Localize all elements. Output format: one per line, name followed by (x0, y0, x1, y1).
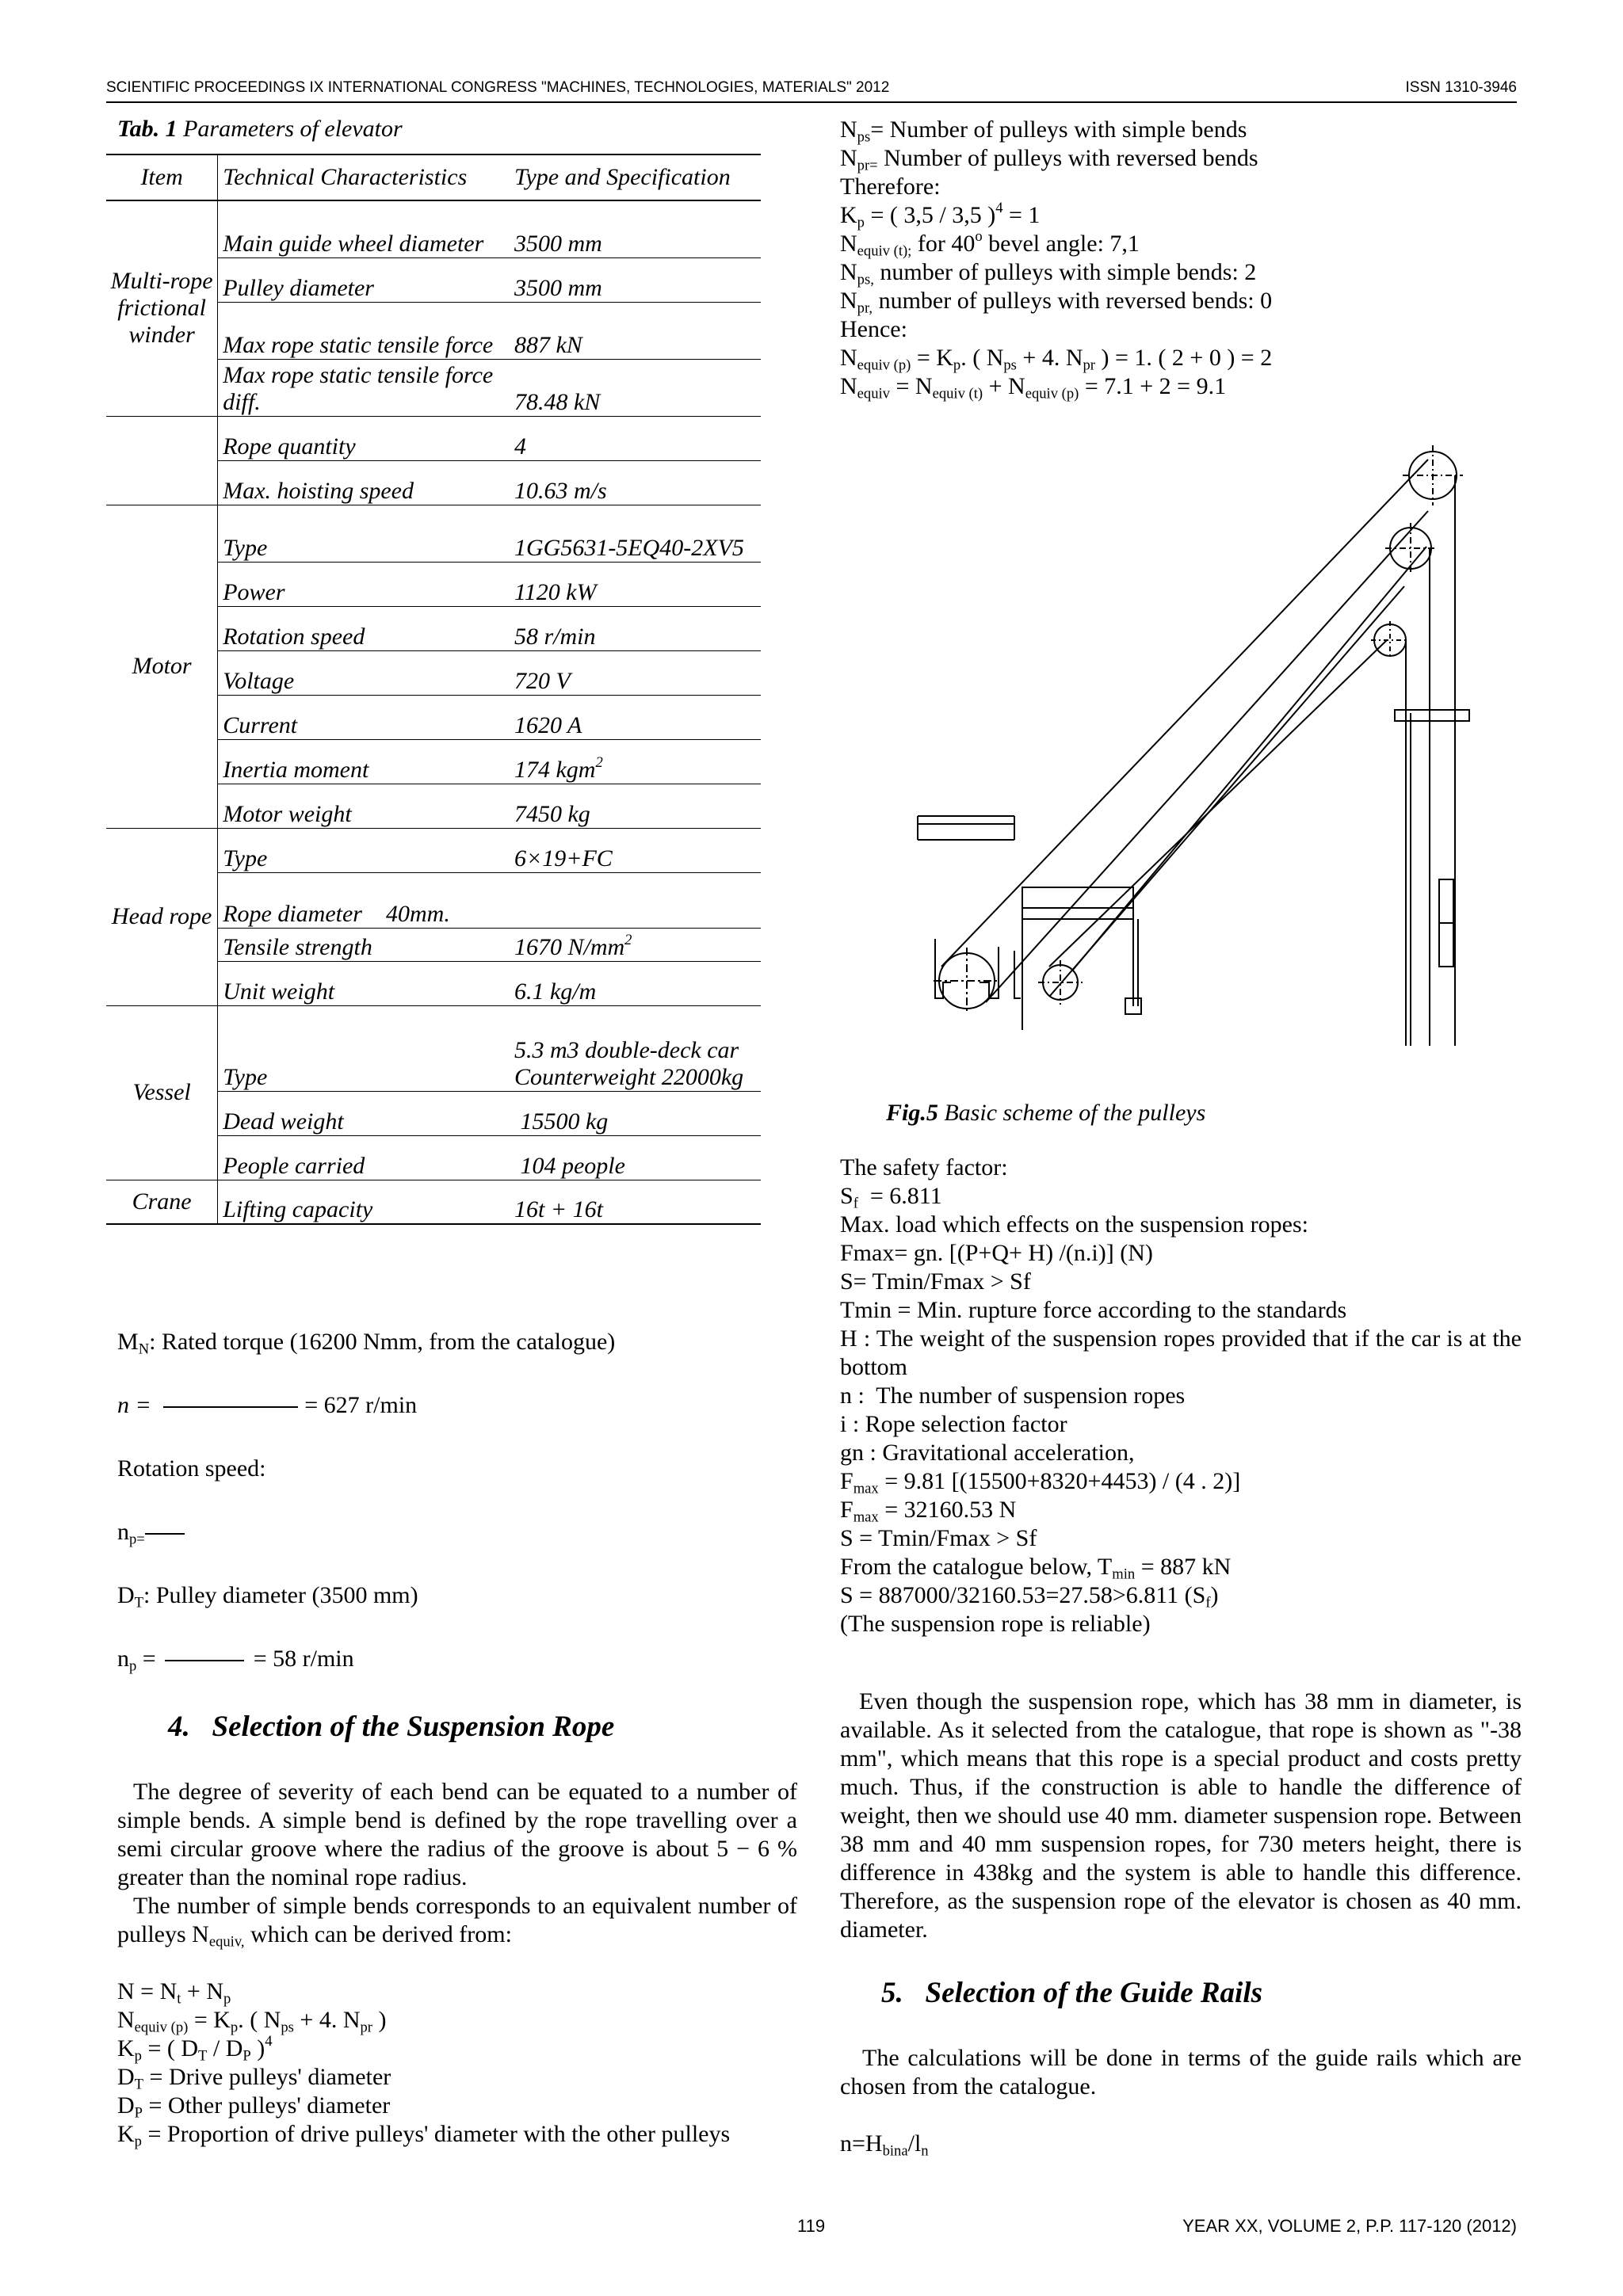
cell-spec: 7450 kg (510, 784, 761, 828)
fmax-formula: Fmax= gn. [(P+Q+ H) /(n.i)] (N) (840, 1240, 1153, 1266)
cell-spec: 4 (510, 416, 761, 460)
rotation-speed-label: Rotation speed: (117, 1455, 266, 1482)
rope-reliable: (The suspension rope is reliable) (840, 1611, 1151, 1637)
right-line-therefore: Therefore: (840, 174, 941, 200)
cell-tech: Dead weight (218, 1091, 510, 1135)
table-caption-text: Parameters of elevator (183, 116, 403, 142)
cell-tech: People carried (218, 1135, 510, 1180)
cell-spec: 16t + 16t (510, 1180, 761, 1224)
right-line-nps-count: $N_{ps,}$ number of pulleys with simple bends: 2 (840, 259, 1257, 288)
formula-nequiv-p: $N_{equiv (p)} = K_p$. ( $N_{ps} + 4$. $N_{pr}$ ) (117, 2007, 387, 2036)
safety-factor-value: $S_f = 6.811$ (840, 1183, 942, 1212)
table-row (106, 416, 761, 460)
header-issn: ISSN 1310-3946 (1405, 79, 1517, 96)
cell-tech: Type (218, 505, 510, 562)
cell-tech: Main guide wheel diameter (218, 200, 510, 257)
group-label-rope: Head rope (106, 828, 218, 1005)
cell-spec: 1120 kW (510, 562, 761, 606)
cell-tech: Inertia moment (218, 739, 510, 784)
fmax-result: $F_{max} = 32160.53$ N (840, 1497, 1017, 1526)
fmax-calc: $F_{max} = 9.81$ [(15500+8320+4453) / (4 . 2)] (840, 1468, 1241, 1497)
base-block (1014, 951, 1021, 998)
cell-tech: Rope quantity (218, 416, 510, 460)
formula-n: $N = N_t + N_p$ (117, 1978, 231, 2008)
cell-tech: Tensile strength (218, 928, 510, 961)
cell-spec: 1GG5631-5EQ40-2XV5 (510, 505, 761, 562)
gn-def: gn : Gravitational acceleration, (840, 1440, 1135, 1466)
group-label-motor: Motor (106, 505, 218, 828)
cell-spec: 6×19+FC (510, 828, 761, 872)
cell-spec: 3500 mm (510, 200, 761, 257)
table-row (106, 200, 761, 257)
cell-spec: 78.48 kN (510, 359, 761, 416)
section-4-heading: 4. Selection of the Suspension Rope (168, 1711, 615, 1743)
right-line-kp: $K_p$ = ( 3,5 / 3,5 )$^4$ = 1 (840, 199, 1041, 231)
fraction-bar (163, 1406, 298, 1408)
group-label-crane: Crane (106, 1180, 218, 1224)
right-line-npr-count: $N_{pr,}$ number of pulleys with reversed bends: 0 (840, 288, 1273, 317)
tmin-catalogue: From the catalogue below, $T_{min} = 887$ kN (840, 1554, 1232, 1583)
cell-tech: Type (218, 1005, 510, 1091)
right-line-nps: $N_{ps}=$ Number of pulleys with simple bends (840, 116, 1247, 146)
cell-spec: 1670 $N/mm^2$ (510, 928, 761, 961)
safety-factor-label: The safety factor: (840, 1154, 1008, 1180)
page-number: 119 (797, 2216, 826, 2236)
right-line-npr: $N_{pr=}$ Number of pulleys with reversed bends (840, 145, 1258, 174)
rope-line (941, 460, 1428, 967)
fraction-bar (165, 1660, 244, 1661)
cell-tech: Max rope static tensile force (218, 302, 510, 359)
paragraph-simple-bends: The degree of severity of each bend can be equated to a number of simple bends. A simple bend is defined by the rope travelling over a semi circular groove where the radius of the groove is about 5 − 6 % greater than the nominal rope radius. (117, 1779, 797, 1890)
s-formula-2: S = Tmin/Fmax > Sf (840, 1525, 1037, 1551)
np-equation-1: $n_{p=}$ (117, 1518, 185, 1547)
table-caption (117, 116, 403, 143)
pulley-scheme-figure (903, 428, 1506, 1062)
base-block (935, 939, 951, 998)
paragraph-equivalent-pulleys: The number of simple bends corresponds to an equivalent number of pulleys $N_{equiv,}$ which can be derived from: (117, 1893, 797, 1951)
right-line-hence: Hence: (840, 316, 907, 342)
s-result: S = 887000/32160.53=27.58>6.811 $(S_f)$ (840, 1582, 1219, 1611)
table-row (106, 828, 761, 872)
cell-tech: Pulley diameter (218, 257, 510, 302)
table-row (106, 1180, 761, 1224)
table-header-row (106, 154, 761, 200)
figure-caption: Fig.5 Basic scheme of the pulleys (886, 1100, 1206, 1126)
cell-spec: 15500 kg (510, 1091, 761, 1135)
s-formula: S= Tmin/Fmax > Sf (840, 1268, 1031, 1295)
fraction-bar (145, 1533, 185, 1535)
parameters-table (106, 154, 761, 1225)
right-line-nequiv: $N_{equiv} = N_{equiv (t)} + N_{equiv (p)} = 7.1 + 2 = 9.1$ (840, 373, 1227, 402)
cell-tech: Unit weight (218, 961, 510, 1005)
i-def: i : Rope selection factor (840, 1411, 1067, 1437)
paragraph-guide-rails: The calculations will be done in terms of the guide rails which are chosen from the catalogue. (840, 2045, 1522, 2100)
def-dt: $D_T$ = Drive pulleys' diameter (117, 2064, 391, 2093)
n-equation: n = = 627 r/min (117, 1392, 418, 1418)
rated-torque-line: $M_N$: Rated torque (16200 Nmm, from the catalogue) (117, 1329, 616, 1358)
col-header-type: Type and Specification (510, 154, 761, 200)
cell-tech: Voltage (218, 650, 510, 695)
running-header (106, 79, 1517, 103)
cell-tech: Current (218, 695, 510, 739)
cell-tech: Motor weight (218, 784, 510, 828)
cell-tech: Type (218, 828, 510, 872)
tmin-def: Tmin = Min. rupture force according to the standards (840, 1297, 1347, 1323)
col-header-item: Item (106, 154, 218, 200)
cell-tech: Rotation speed (218, 606, 510, 650)
n-def: n : The number of suspension ropes (840, 1383, 1186, 1409)
group-label-winder: Multi-rope frictional winder (106, 200, 218, 416)
cell-spec: 5.3 m3 double-deck car Counterweight 22000kg (510, 1005, 761, 1091)
cell-spec: 6.1 kg/m (510, 961, 761, 1005)
section-5-heading: 5. Selection of the Guide Rails (881, 1977, 1262, 2009)
cell-spec (510, 872, 761, 928)
formula-n-guide: $n=H_{bina}/l_n$ (840, 2130, 929, 2160)
np-equation-2: $n_p$ = = 58 r/min (117, 1646, 354, 1675)
cell-spec: 887 kN (510, 302, 761, 359)
cell-tech: Power (218, 562, 510, 606)
rope-line (1073, 547, 1426, 970)
cell-spec: 10.63 m/s (510, 460, 761, 505)
table-row (106, 505, 761, 562)
def-kp: $K_p$ = Proportion of drive pulleys' diameter with the other pulleys (117, 2121, 731, 2150)
rope-line (1049, 640, 1387, 967)
table-row (106, 1005, 761, 1091)
cell-tech: Max. hoisting speed (218, 460, 510, 505)
pulley-diameter-line: $D_T$: Pulley diameter (3500 mm) (117, 1582, 418, 1611)
cell-spec: 720 V (510, 650, 761, 695)
table-caption-label: Tab. 1 (117, 116, 178, 142)
cell-spec: 58 r/min (510, 606, 761, 650)
cell-tech: Rope diameter 40mm. (218, 872, 510, 928)
cell-tech: Lifting capacity (218, 1180, 510, 1224)
right-line-nequiv-t: $N_{equiv (t);}$ for 40$^o$ bevel angle: 7,1 (840, 227, 1140, 260)
max-load-label: Max. load which effects on the suspension ropes: (840, 1211, 1308, 1238)
cell-tech: Max rope static tensile force diff. (218, 359, 510, 416)
cell-spec: 174 kgm$^2$ (510, 739, 761, 784)
col-header-tech: Technical Characteristics (218, 154, 510, 200)
h-def: H : The weight of the suspension ropes provided that if the car is at the bottom (840, 1325, 1522, 1380)
cell-spec: 1620 A (510, 695, 761, 739)
footer-volume: YEAR XX, VOLUME 2, P.P. 117-120 (2012) (1182, 2216, 1517, 2236)
header-title: SCIENTIFIC PROCEEDINGS IX INTERNATIONAL CONGRESS "MACHINES, TECHNOLOGIES, MATERIALS" 2012 (106, 79, 890, 96)
paragraph-rope-choice: Even though the suspension rope, which has 38 mm in diameter, is available. As it selected from the catalogue, that rope is shown as "-38 mm", which means that this rope is a special product and costs pretty much. Thus, if the construction is able to handle the difference of weight, then we should use 40 mm. diameter suspension rope. Between 38 mm and 40 mm suspension ropes, for 730 meters height, there is difference in 438kg and the system is able to handle this difference. Therefore, as the suspension rope of the elevator is chosen as 40 mm. diameter. (840, 1688, 1522, 1943)
formula-kp: $K_p$ = ( $D_T / D_P$ )$^4$ (117, 2032, 273, 2065)
headframe-box (1022, 887, 1133, 908)
cell-spec: 3500 mm (510, 257, 761, 302)
def-dp: $D_P$ = Other pulleys' diameter (117, 2092, 391, 2122)
rope-line (986, 511, 1428, 1002)
group-label-vessel: Vessel (106, 1005, 218, 1180)
cell-spec: 104 people (510, 1135, 761, 1180)
right-line-nequiv-p: $N_{equiv (p)} = K_p$. ( $N_{ps} + 4$. $N_{pr}$ ) = 1. ( 2 + 0 ) = 2 (840, 345, 1273, 374)
